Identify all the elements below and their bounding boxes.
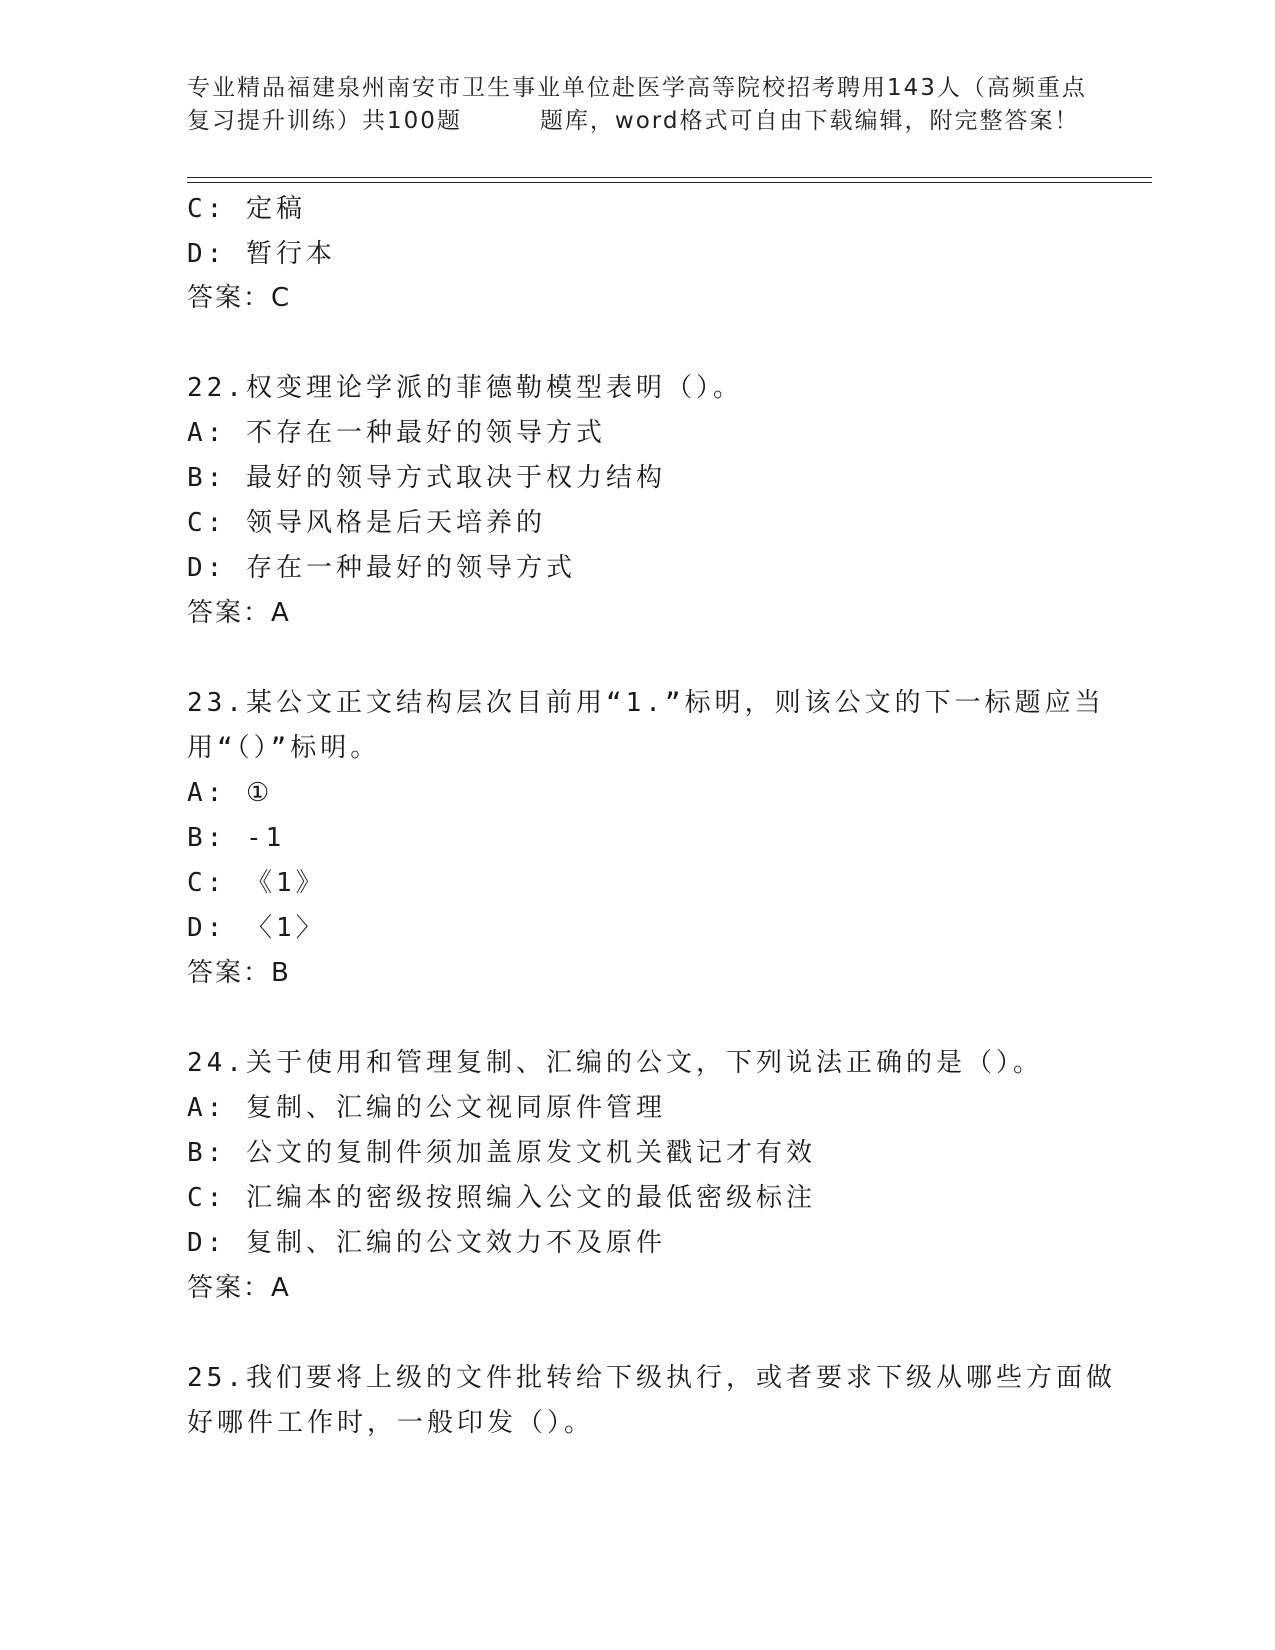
header-line-2 [187, 105, 1087, 138]
q22-answer: 答案：A [187, 598, 291, 628]
header-divider-top [187, 177, 1152, 178]
header-divider-bottom [187, 182, 1152, 183]
header-line-2-left: 复习提升训练）共100题 [187, 108, 462, 134]
q22-option-a: A: 不存在一种最好的领导方式 [187, 418, 606, 448]
prev-option-d: D: 暂行本 [187, 239, 336, 269]
q24-option-c: C: 汇编本的密级按照编入公文的最低密级标注 [187, 1183, 816, 1213]
q23-option-c: C: 《1》 [187, 868, 326, 898]
q22-option-b: B: 最好的领导方式取决于权力结构 [187, 463, 666, 493]
page-header [187, 72, 1087, 138]
q24-answer: 答案：A [187, 1273, 291, 1303]
q23-option-d: D: 〈1〉 [187, 913, 326, 943]
q22-option-d: D: 存在一种最好的领导方式 [187, 553, 576, 583]
q23-stem-line-2: 用“（）”标明。 [187, 733, 381, 763]
prev-answer: 答案：C [187, 283, 292, 313]
q24-stem: 24.关于使用和管理复制、汇编的公文，下列说法正确的是（）。 [187, 1048, 1043, 1078]
q23-answer: 答案：B [187, 958, 291, 988]
q24-option-a: A: 复制、汇编的公文视同原件管理 [187, 1093, 666, 1123]
header-line-2-right: 题库，word格式可自由下载编辑，附完整答案！ [539, 108, 1080, 134]
q23-stem-line-1: 23.某公文正文结构层次目前用“1.”标明，则该公文的下一标题应当 [187, 688, 1105, 718]
q22-stem: 22.权变理论学派的菲德勒模型表明（）。 [187, 373, 743, 403]
q22-option-c: C: 领导风格是后天培养的 [187, 508, 546, 538]
q25-stem-line-1: 25.我们要将上级的文件批转给下级执行，或者要求下级从哪些方面做 [187, 1363, 1116, 1393]
prev-option-c: C: 定稿 [187, 194, 306, 224]
q24-option-d: D: 复制、汇编的公文效力不及原件 [187, 1228, 666, 1258]
q25-stem-line-2: 好哪件工作时，一般印发（）。 [187, 1408, 595, 1438]
q23-option-b: B: -1 [187, 823, 286, 853]
q23-option-a: A: ① [187, 778, 274, 808]
header-line-1: 专业精品福建泉州南安市卫生事业单位赴医学高等院校招考聘用143人（高频重点 [187, 75, 1087, 101]
q24-option-b: B: 公文的复制件须加盖原发文机关戳记才有效 [187, 1138, 816, 1168]
